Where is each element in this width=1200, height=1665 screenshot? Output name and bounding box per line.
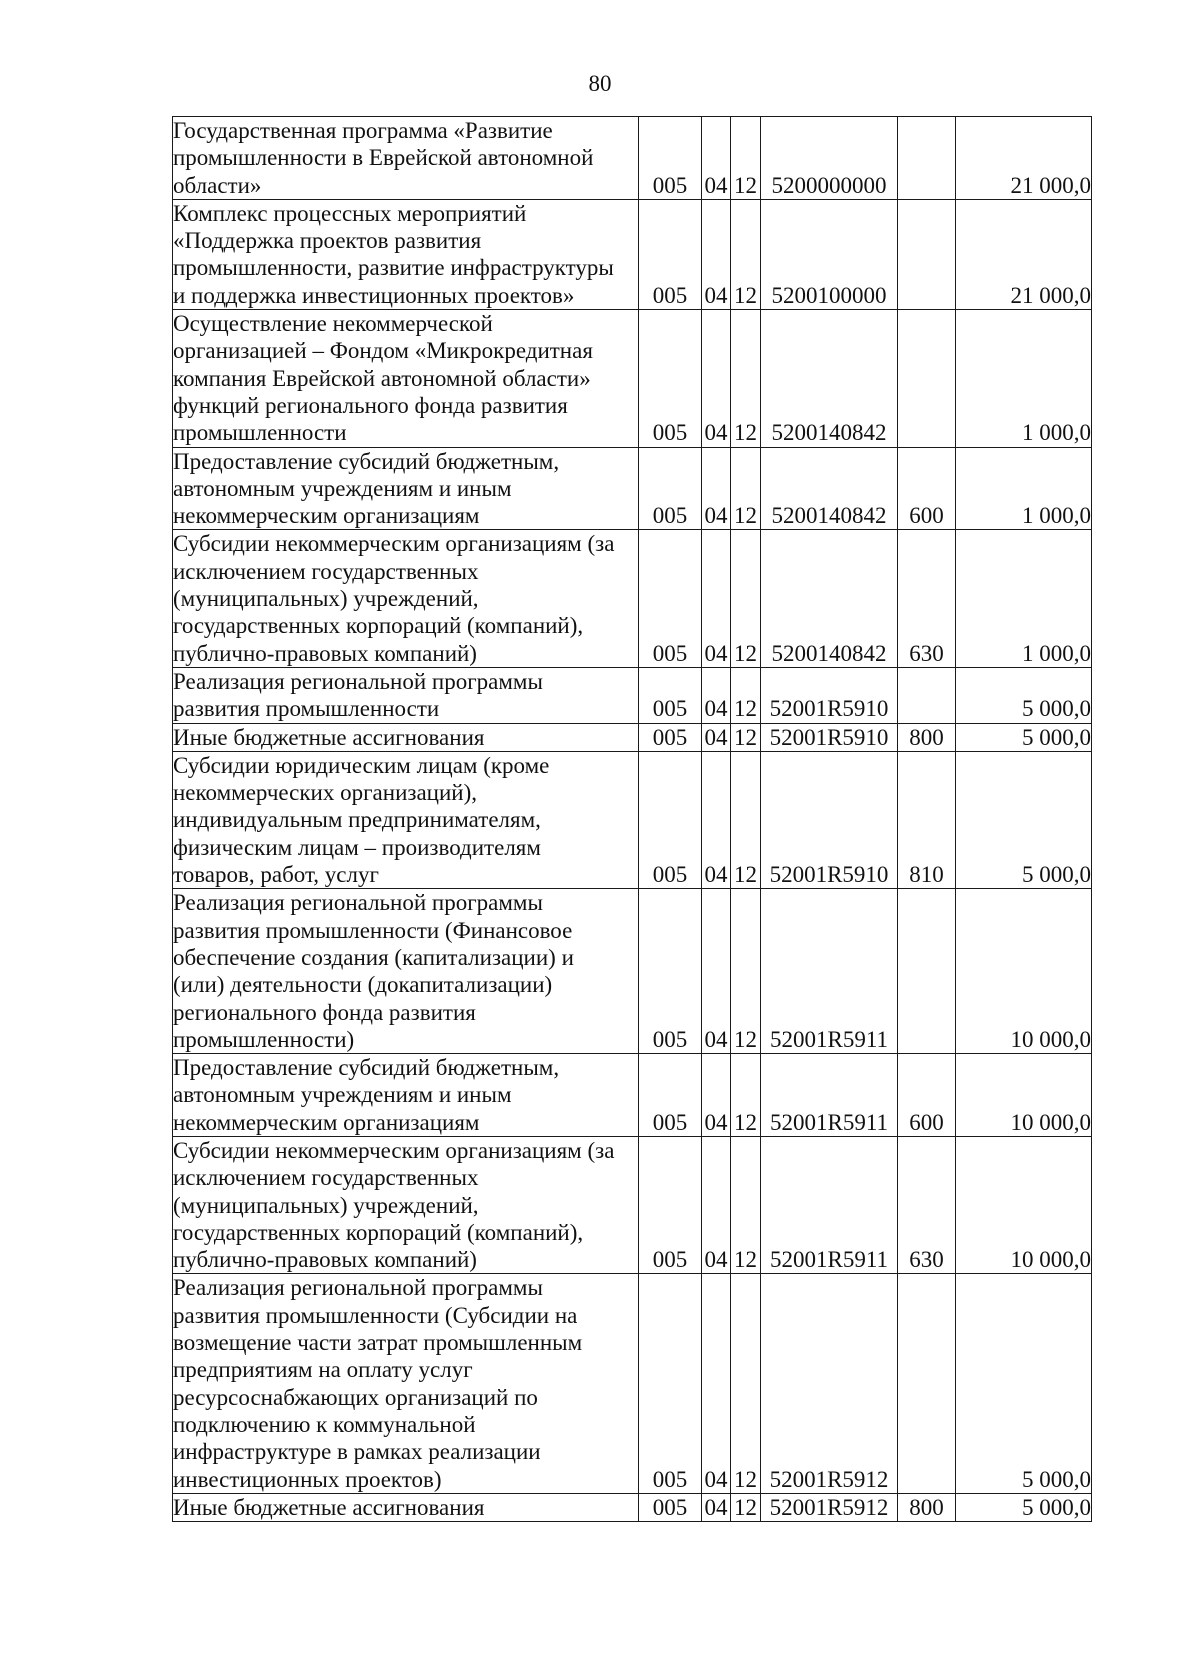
cell-target-article: 52001R5910 bbox=[761, 751, 898, 888]
cell-expense-type: 800 bbox=[898, 1493, 956, 1521]
cell-target-article: 5200140842 bbox=[761, 447, 898, 530]
cell-expense-type: 600 bbox=[898, 1054, 956, 1137]
cell-subsection: 12 bbox=[731, 530, 761, 667]
cell-target-article: 5200140842 bbox=[761, 310, 898, 447]
cell-amount: 10 000,0 bbox=[956, 1054, 1092, 1137]
cell-name: Субсидии некоммерческим организациям (за исключением государственных (муниципальных) учреждений, государственных корпораций (компаний), публично-правовых компаний) bbox=[173, 1136, 639, 1273]
cell-expense-type bbox=[898, 889, 956, 1054]
cell-section: 04 bbox=[702, 1274, 731, 1493]
cell-subsection: 12 bbox=[731, 1136, 761, 1273]
cell-subsection: 12 bbox=[731, 1054, 761, 1137]
cell-section: 04 bbox=[702, 310, 731, 447]
table-row bbox=[173, 310, 1092, 447]
cell-administrator: 005 bbox=[639, 530, 702, 667]
cell-amount: 5 000,0 bbox=[956, 1274, 1092, 1493]
cell-expense-type: 630 bbox=[898, 1136, 956, 1273]
table-row bbox=[173, 667, 1092, 723]
cell-amount: 21 000,0 bbox=[956, 117, 1092, 200]
cell-name: Комплекс процессных мероприятий «Поддержка проектов развития промышленности, развитие инфраструктуры и поддержка инвестиционных проектов» bbox=[173, 199, 639, 309]
cell-amount: 1 000,0 bbox=[956, 310, 1092, 447]
cell-section: 04 bbox=[702, 1493, 731, 1521]
cell-name: Реализация региональной программы развития промышленности (Финансовое обеспечение создания (капитализации) и (или) деятельности (докапитализации) регионального фонда развития промышленности) bbox=[173, 889, 639, 1054]
cell-administrator: 005 bbox=[639, 117, 702, 200]
cell-subsection: 12 bbox=[731, 1274, 761, 1493]
cell-amount: 21 000,0 bbox=[956, 199, 1092, 309]
table-row bbox=[173, 1054, 1092, 1137]
cell-administrator: 005 bbox=[639, 667, 702, 723]
table-row bbox=[173, 447, 1092, 530]
cell-section: 04 bbox=[702, 530, 731, 667]
cell-subsection: 12 bbox=[731, 199, 761, 309]
budget-table bbox=[172, 116, 1092, 1522]
cell-expense-type: 800 bbox=[898, 723, 956, 751]
cell-administrator: 005 bbox=[639, 1136, 702, 1273]
cell-expense-type bbox=[898, 1274, 956, 1493]
cell-target-article: 52001R5912 bbox=[761, 1274, 898, 1493]
cell-expense-type bbox=[898, 310, 956, 447]
cell-section: 04 bbox=[702, 1054, 731, 1137]
cell-administrator: 005 bbox=[639, 1054, 702, 1137]
cell-name: Иные бюджетные ассигнования bbox=[173, 723, 639, 751]
cell-amount: 10 000,0 bbox=[956, 889, 1092, 1054]
cell-subsection: 12 bbox=[731, 667, 761, 723]
cell-name: Государственная программа «Развитие промышленности в Еврейской автономной области» bbox=[173, 117, 639, 200]
cell-section: 04 bbox=[702, 751, 731, 888]
cell-section: 04 bbox=[702, 117, 731, 200]
cell-expense-type: 810 bbox=[898, 751, 956, 888]
table-row bbox=[173, 1136, 1092, 1273]
cell-subsection: 12 bbox=[731, 723, 761, 751]
cell-target-article: 52001R5910 bbox=[761, 723, 898, 751]
cell-target-article: 52001R5911 bbox=[761, 1136, 898, 1273]
cell-target-article: 5200140842 bbox=[761, 530, 898, 667]
page-number: 80 bbox=[588, 71, 612, 96]
cell-name: Субсидии некоммерческим организациям (за исключением государственных (муниципальных) учреждений, государственных корпораций (компаний), публично-правовых компаний) bbox=[173, 530, 639, 667]
table-row bbox=[173, 117, 1092, 200]
cell-administrator: 005 bbox=[639, 723, 702, 751]
cell-section: 04 bbox=[702, 889, 731, 1054]
cell-name: Предоставление субсидий бюджетным, автономным учреждениям и иным некоммерческим организациям bbox=[173, 1054, 639, 1137]
cell-amount: 1 000,0 bbox=[956, 530, 1092, 667]
table-row bbox=[173, 530, 1092, 667]
cell-target-article: 52001R5911 bbox=[761, 1054, 898, 1137]
cell-administrator: 005 bbox=[639, 1493, 702, 1521]
cell-name: Реализация региональной программы развития промышленности bbox=[173, 667, 639, 723]
cell-subsection: 12 bbox=[731, 889, 761, 1054]
cell-section: 04 bbox=[702, 1136, 731, 1273]
cell-administrator: 005 bbox=[639, 751, 702, 888]
cell-name: Иные бюджетные ассигнования bbox=[173, 1493, 639, 1521]
table-row bbox=[173, 889, 1092, 1054]
cell-administrator: 005 bbox=[639, 199, 702, 309]
cell-section: 04 bbox=[702, 723, 731, 751]
cell-amount: 1 000,0 bbox=[956, 447, 1092, 530]
cell-amount: 5 000,0 bbox=[956, 723, 1092, 751]
cell-target-article: 5200100000 bbox=[761, 199, 898, 309]
table-row bbox=[173, 1493, 1092, 1521]
cell-administrator: 005 bbox=[639, 889, 702, 1054]
cell-administrator: 005 bbox=[639, 1274, 702, 1493]
cell-expense-type bbox=[898, 199, 956, 309]
cell-subsection: 12 bbox=[731, 310, 761, 447]
cell-amount: 5 000,0 bbox=[956, 667, 1092, 723]
cell-name: Предоставление субсидий бюджетным, автономным учреждениям и иным некоммерческим организациям bbox=[173, 447, 639, 530]
table-row bbox=[173, 751, 1092, 888]
cell-expense-type: 630 bbox=[898, 530, 956, 667]
table-row bbox=[173, 1274, 1092, 1493]
table-row bbox=[173, 199, 1092, 309]
cell-section: 04 bbox=[702, 667, 731, 723]
cell-subsection: 12 bbox=[731, 751, 761, 888]
cell-name: Реализация региональной программы развития промышленности (Субсидии на возмещение части затрат промышленным предприятиям на оплату услуг ресурсоснабжающих организаций по подключению к коммунальной инфраструктуре в рамках реализации инвестиционных проектов) bbox=[173, 1274, 639, 1493]
cell-expense-type: 600 bbox=[898, 447, 956, 530]
cell-target-article: 52001R5912 bbox=[761, 1493, 898, 1521]
cell-target-article: 52001R5911 bbox=[761, 889, 898, 1054]
cell-name: Осуществление некоммерческой организацией – Фондом «Микрокредитная компания Еврейской автономной области» функций регионального фонда развития промышленности bbox=[173, 310, 639, 447]
cell-name: Субсидии юридическим лицам (кроме некоммерческих организаций), индивидуальным предпринимателям, физическим лицам – производителям товаров, работ, услуг bbox=[173, 751, 639, 888]
cell-subsection: 12 bbox=[731, 447, 761, 530]
cell-administrator: 005 bbox=[639, 447, 702, 530]
cell-section: 04 bbox=[702, 199, 731, 309]
cell-expense-type bbox=[898, 117, 956, 200]
cell-subsection: 12 bbox=[731, 1493, 761, 1521]
cell-target-article: 5200000000 bbox=[761, 117, 898, 200]
table-row bbox=[173, 723, 1092, 751]
cell-target-article: 52001R5910 bbox=[761, 667, 898, 723]
cell-amount: 5 000,0 bbox=[956, 751, 1092, 888]
cell-expense-type bbox=[898, 667, 956, 723]
cell-administrator: 005 bbox=[639, 310, 702, 447]
cell-subsection: 12 bbox=[731, 117, 761, 200]
cell-amount: 5 000,0 bbox=[956, 1493, 1092, 1521]
cell-section: 04 bbox=[702, 447, 731, 530]
cell-amount: 10 000,0 bbox=[956, 1136, 1092, 1273]
